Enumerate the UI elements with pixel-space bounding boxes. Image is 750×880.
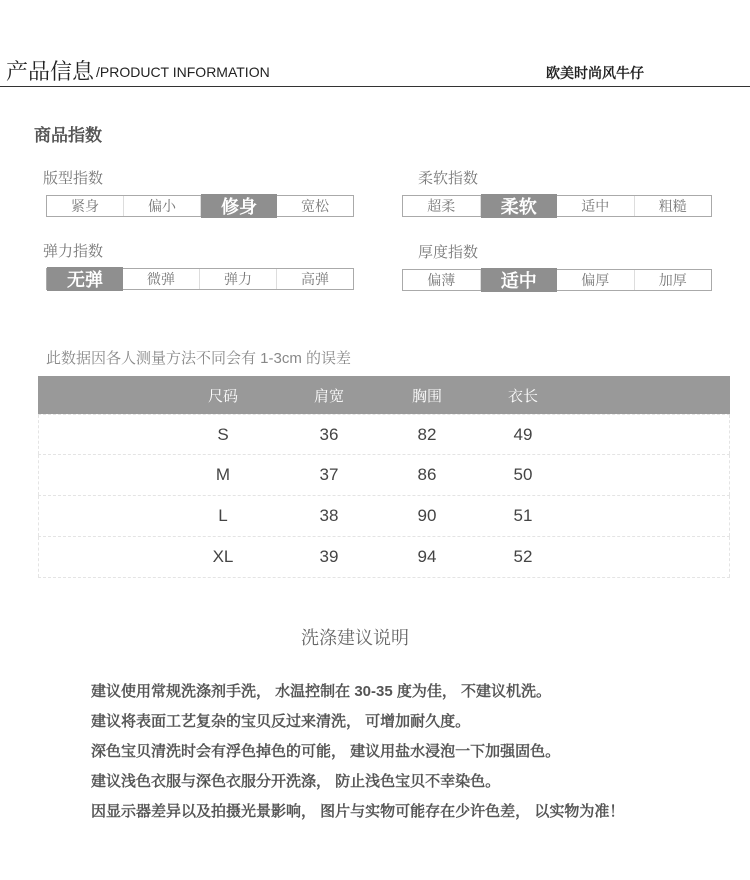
thickness-option: 偏厚 <box>557 270 635 290</box>
softness-option: 超柔 <box>403 196 481 216</box>
header-divider <box>0 86 750 87</box>
elasticity-option: 高弹 <box>301 271 329 287</box>
cell-size: S <box>217 424 229 444</box>
cell-length: 52 <box>513 547 533 566</box>
elasticity-index-label: 弹力指数 <box>43 243 104 260</box>
cell-size: L <box>218 506 228 525</box>
washing-line: 因显示器差异以及拍摄光景影响， 图片与实物可能存在少许色差， 以实物为准！ <box>91 803 625 820</box>
fit-option: 宽松 <box>301 198 329 214</box>
header-chest: 胸围 <box>411 387 442 405</box>
elasticity-option: 无弹 <box>47 267 123 291</box>
elasticity-option: 弹力 <box>200 269 277 289</box>
washing-title: 洗涤建议说明 <box>301 628 409 648</box>
cell-length: 51 <box>513 506 533 525</box>
fit-option: 紧身 <box>47 196 124 216</box>
washing-line: 深色宝贝清洗时会有浮色掉色的可能， 建议用盐水浸泡一下加强固色。 <box>91 743 561 760</box>
cell-length: 50 <box>513 465 533 484</box>
cell-shoulder: 39 <box>319 547 339 566</box>
cell-shoulder: 38 <box>319 506 339 525</box>
size-table <box>38 376 730 578</box>
cell-chest: 94 <box>417 547 437 566</box>
cell-size: M <box>215 465 231 484</box>
page-title-en: /PRODUCT INFORMATION <box>96 64 270 80</box>
table-row <box>38 537 730 578</box>
softness-option: 适中 <box>557 196 635 216</box>
elasticity-option: 微弹 <box>123 269 200 289</box>
cell-chest: 90 <box>417 506 437 525</box>
cell-length: 49 <box>513 424 533 444</box>
thickness-index-label: 厚度指数 <box>418 244 479 261</box>
washing-line: 建议使用常规洗涤剂手洗， 水温控制在 30-35 度为佳， 不建议机洗。 <box>91 683 552 700</box>
cell-chest: 86 <box>417 465 437 484</box>
page-title-cn: 产品信息 <box>6 59 95 84</box>
cell-shoulder: 36 <box>319 424 339 444</box>
fit-index-label: 版型指数 <box>43 170 104 187</box>
washing-line: 建议浅色衣服与深色衣服分开洗涤， 防止浅色宝贝不幸染色。 <box>91 773 501 790</box>
fit-option: 修身 <box>201 194 277 218</box>
washing-line: 建议将表面工艺复杂的宝贝反过来清洗， 可增加耐久度。 <box>91 713 471 730</box>
header-length: 衣长 <box>507 387 538 405</box>
thickness-index-bar <box>402 269 712 291</box>
header-shoulder: 肩宽 <box>313 387 344 405</box>
fit-option: 偏小 <box>124 196 201 216</box>
header-size: 尺码 <box>207 387 238 405</box>
fit-index-bar <box>46 195 354 217</box>
table-row <box>38 496 730 537</box>
cell-size: XL <box>212 547 234 566</box>
style-tag: 欧美时尚风牛仔 <box>546 65 644 81</box>
thickness-option: 偏薄 <box>403 270 481 290</box>
cell-chest: 82 <box>417 424 437 444</box>
washing-list <box>91 680 624 830</box>
elasticity-index-bar <box>46 268 354 290</box>
cell-shoulder: 37 <box>319 465 339 484</box>
measurement-note: 此数据因各人测量方法不同会有 1-3cm 的误差 <box>46 350 352 367</box>
table-row <box>38 414 730 455</box>
table-header <box>38 376 730 414</box>
softness-index-label: 柔软指数 <box>418 170 479 187</box>
softness-option: 粗糙 <box>658 198 687 214</box>
thickness-option: 适中 <box>481 268 558 292</box>
thickness-option: 加厚 <box>658 272 687 288</box>
index-section-title: 商品指数 <box>34 126 102 145</box>
softness-index-bar <box>402 195 712 217</box>
table-row <box>38 455 730 496</box>
softness-option: 柔软 <box>481 194 558 218</box>
